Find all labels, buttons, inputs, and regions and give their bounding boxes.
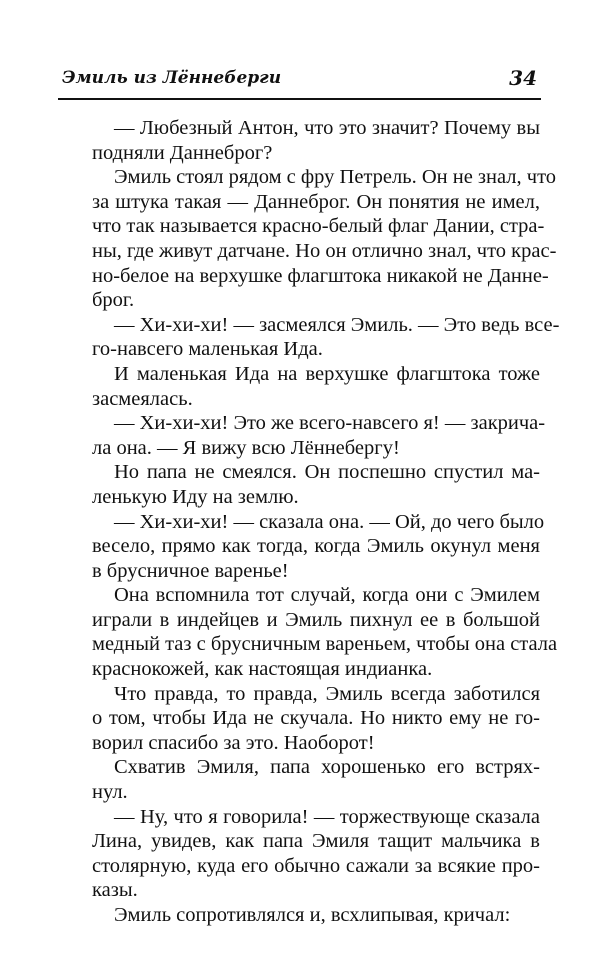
text-line: что так называется красно-белый флаг Дании, стра-: [92, 215, 545, 238]
paragraph: [92, 805, 540, 903]
paragraph: [92, 583, 558, 681]
header-rule: [58, 98, 541, 100]
text-line: ленькую Иду на землю.: [92, 485, 299, 508]
text-line: — Хи-хи-хи! — сказала она. — Ой, до чего было: [114, 510, 545, 533]
paragraph: [92, 903, 540, 928]
text-line: брог.: [92, 289, 135, 312]
text-line: весело, прямо как тогда, когда Эмиль окунул меня: [92, 535, 540, 558]
text-line: нул.: [92, 781, 128, 804]
text-line: ны, где живут датчане. Но он отлично знал, что крас-: [92, 239, 557, 262]
text-line: ла она. — Я вижу всю Лённебергу!: [92, 436, 400, 459]
text-line: Эмиль стоял рядом с фру Петрель. Он не знал, что: [114, 166, 557, 189]
paragraph: [92, 460, 540, 509]
text-line: — Хи-хи-хи! Это же всего-навсего я! — закрича-: [114, 412, 546, 435]
text-line: но-белое на верхушке флагштока никакой не Данне-: [92, 264, 549, 287]
text-line: го-навсего маленькая Ида.: [92, 338, 323, 361]
paragraph: [92, 510, 545, 584]
page-number: 34: [509, 66, 537, 90]
text-line: краснокожей, как настоящая индианка.: [92, 658, 433, 681]
text-line: казы.: [92, 879, 138, 902]
text-line: Что правда, то правда, Эмиль всегда заботился: [114, 682, 540, 705]
text-line: — Хи-хи-хи! — засмеялся Эмиль. — Это ведь все-: [114, 313, 560, 336]
text-line: подняли Даннеброг?: [92, 141, 273, 164]
text-line: за штука такая — Даннеброг. Он понятия не имел,: [92, 190, 540, 213]
text-line: о том, чтобы Ида не скучала. Но никто ему не го-: [92, 707, 540, 730]
paragraph: [92, 682, 540, 756]
text-line: в брусничное варенье!: [92, 559, 289, 582]
text-line: играли в индейцев и Эмиль пихнул ее в большой: [92, 608, 540, 631]
paragraph: [92, 362, 540, 411]
text-line: — Любезный Антон, что это значит? Почему вы: [114, 117, 540, 139]
text-line: ворил спасибо за это. Наоборот!: [92, 731, 375, 754]
text-line: — Ну, что я говорила! — торжествующе сказала: [114, 805, 540, 828]
text-line: засмеялась.: [92, 387, 193, 410]
body-text: [92, 116, 560, 928]
paragraph: [92, 313, 560, 362]
text-line: Она вспомнила тот случай, когда они с Эмилем: [114, 584, 540, 607]
page-header: [58, 68, 541, 102]
text-line: Но папа не смеялся. Он поспешно спустил ма-: [114, 461, 540, 484]
text-line: медный таз с брусничным вареньем, чтобы она стала: [92, 633, 558, 656]
text-line: И маленькая Ида на верхушке флагштока тоже: [114, 362, 540, 385]
paragraph: [92, 116, 540, 165]
paragraph: [92, 165, 557, 313]
text-line: Схватив Эмиля, папа хорошенько его встрях-: [114, 756, 540, 779]
text-line: Эмиль сопротивлялся и, всхлипывая, кричал:: [114, 904, 511, 926]
running-title: Эмиль из Лённеберги: [62, 68, 282, 88]
paragraph: [92, 411, 546, 460]
text-line: столярную, куда его обычно сажали за всякие про-: [92, 854, 540, 877]
text-line: Лина, увидев, как папа Эмиля тащит мальчика в: [92, 830, 540, 853]
paragraph: [92, 755, 540, 804]
